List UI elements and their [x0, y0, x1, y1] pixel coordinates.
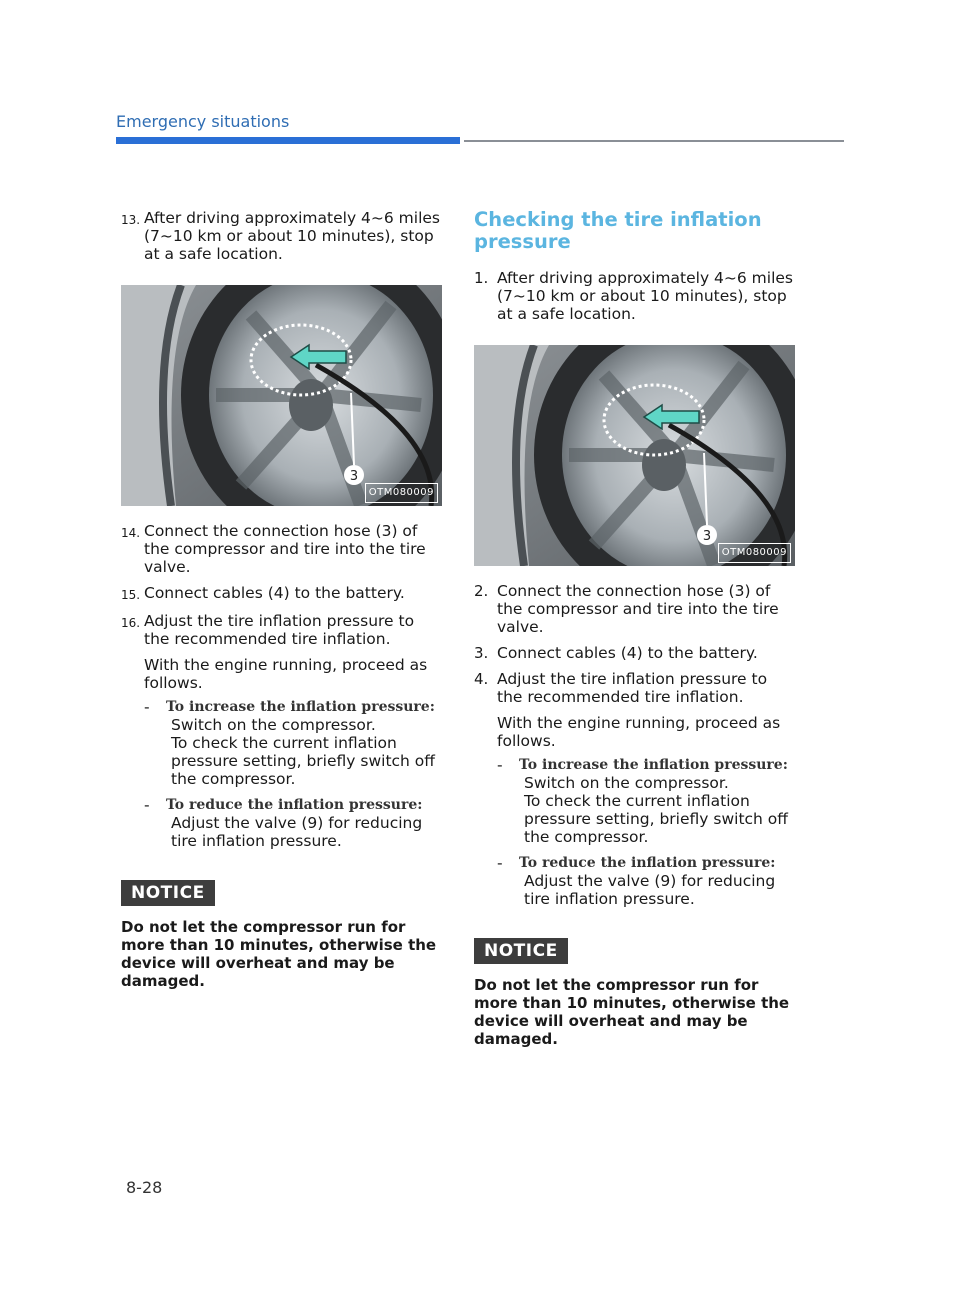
step-text: Connect the connection hose (3) of the compressor and tire into the tire valve. [144, 522, 426, 576]
step-number: 16. [121, 616, 141, 630]
increase-step-2: To check the current inflation pressure setting, briefly switch off the compressor. [524, 792, 788, 846]
step-4 [474, 670, 794, 706]
figure-code: OTM080009 [718, 543, 791, 563]
notice-label: NOTICE [121, 880, 215, 906]
tire-valve-figure [474, 345, 795, 566]
section-title: Emergency situations [116, 112, 290, 131]
step-13 [121, 209, 441, 263]
step-text: Adjust the tire inflation pressure to the recommended tire inflation. [497, 670, 768, 706]
engine-running-text: With the engine running, proceed as follows. [497, 714, 781, 750]
increase-pressure-item [474, 756, 794, 774]
step-number: 2. [474, 582, 489, 600]
dash-bullet: - [144, 698, 150, 716]
step-text: Connect cables (4) to the battery. [144, 584, 405, 602]
step-2 [474, 582, 794, 636]
step-number: 13. [121, 213, 141, 227]
reduce-pressure-heading: To reduce the inflation pressure: [519, 855, 776, 871]
step-number: 14. [121, 526, 141, 540]
header-accent-bar [116, 137, 460, 144]
notice-text: Do not let the compressor run for more than 10 minutes, otherwise the device will overheat and may be damaged. [474, 976, 790, 1048]
reduce-pressure-body: Adjust the valve (9) for reducing tire inflation pressure. [171, 814, 423, 850]
checking-pressure-heading: Checking the tire inflation pressure [474, 208, 762, 253]
right-column [474, 209, 794, 1048]
step-3 [474, 644, 794, 662]
header-divider [464, 140, 844, 142]
step-text: After driving approximately 4~6 miles (7~10 km or about 10 minutes), stop at a safe location. [144, 209, 441, 263]
callout-number: 3 [702, 529, 712, 544]
engine-running-text: With the engine running, proceed as follows. [144, 656, 428, 692]
increase-pressure-heading: To increase the inflation pressure: [166, 699, 435, 715]
tire-hose-illustration [121, 285, 442, 506]
step-16 [121, 612, 441, 648]
increase-pressure-item [121, 698, 441, 716]
notice-text: Do not let the compressor run for more than 10 minutes, otherwise the device will overheat and may be damaged. [121, 918, 437, 990]
page-number: 8-28 [126, 1178, 163, 1197]
step-text: Connect the connection hose (3) of the compressor and tire into the tire valve. [497, 582, 779, 636]
reduce-pressure-heading: To reduce the inflation pressure: [166, 797, 423, 813]
step-text: After driving approximately 4~6 miles (7~10 km or about 10 minutes), stop at a safe location. [497, 269, 794, 323]
step-1 [474, 269, 794, 323]
increase-step-1: Switch on the compressor. [524, 774, 729, 792]
step-14 [121, 522, 441, 576]
dash-bullet: - [497, 854, 503, 872]
callout-number: 3 [349, 469, 359, 484]
step-number: 3. [474, 644, 489, 662]
tire-valve-figure [121, 285, 442, 506]
reduce-pressure-item [474, 854, 794, 872]
step-number: 4. [474, 670, 489, 688]
increase-pressure-body [474, 774, 794, 846]
increase-step-2: To check the current inflation pressure setting, briefly switch off the compressor. [171, 734, 435, 788]
increase-step-1: Switch on the compressor. [171, 716, 376, 734]
reduce-pressure-body: Adjust the valve (9) for reducing tire inflation pressure. [524, 872, 776, 908]
figure-code: OTM080009 [365, 483, 438, 503]
increase-pressure-heading: To increase the inflation pressure: [519, 757, 788, 773]
reduce-pressure-item [121, 796, 441, 814]
dash-bullet: - [497, 756, 503, 774]
step-number: 15. [121, 588, 141, 602]
step-text: Adjust the tire inflation pressure to the recommended tire inflation. [144, 612, 415, 648]
tire-hose-illustration [474, 345, 795, 566]
notice-label: NOTICE [474, 938, 568, 964]
increase-pressure-body [121, 716, 441, 788]
left-column [121, 209, 441, 990]
step-text: Connect cables (4) to the battery. [497, 644, 758, 662]
step-number: 1. [474, 269, 489, 287]
step-15 [121, 584, 441, 604]
dash-bullet: - [144, 796, 150, 814]
